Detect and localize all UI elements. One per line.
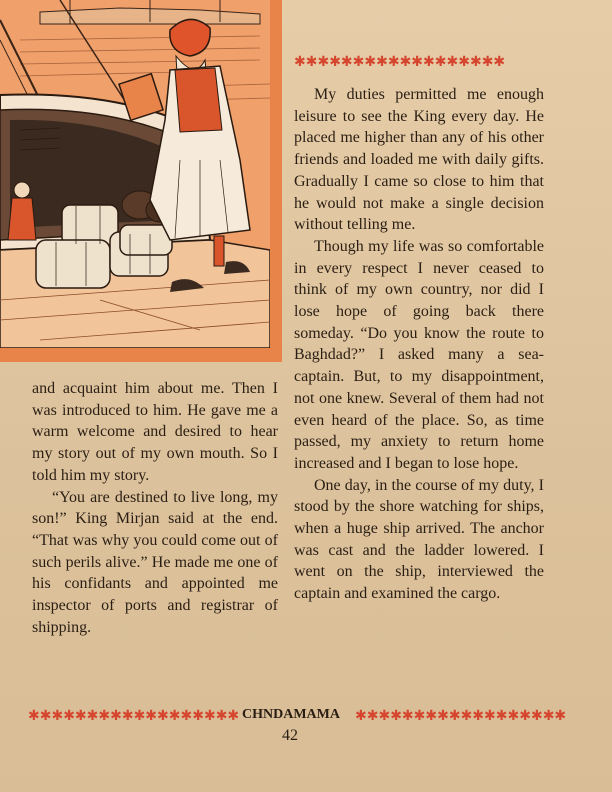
story-illustration (0, 0, 282, 362)
decorative-border-top: ✱✱✱✱✱✱✱✱✱✱✱✱✱✱✱✱✱✱ (294, 54, 506, 70)
paragraph: Though my life was so comfortable in every respect I never ceased to think of my own country, nor did I lose hope of going back there someday. “Do you know the route to Baghdad?” I asked many a sea-captain. But, to my disappointment, not one knew. Several of them had not even heard of the place. So, as time passed, my anxiety to return home increased and I began to lose hope. (294, 237, 544, 472)
page-number: 42 (282, 727, 298, 744)
paragraph: and acquaint him about me. Then I was introduced to him. He gave me a warm welcome and desired to hear my story out of my own mouth. So I told him my story. (32, 380, 278, 484)
ship-scene-drawing (0, 0, 282, 362)
decorative-border-bottom-left: ✱✱✱✱✱✱✱✱✱✱✱✱✱✱✱✱✱✱ (28, 708, 240, 724)
paragraph: My duties permitted me enough leisure to see the King every day. He placed me higher than any of his other friends and loaded me with daily gifts. Gradually I came so close to him that he would not make a single decision without telling me. (294, 86, 544, 234)
decorative-border-bottom-right: ✱✱✱✱✱✱✱✱✱✱✱✱✱✱✱✱✱✱ (355, 708, 567, 724)
right-column (294, 84, 544, 605)
left-column (32, 378, 278, 638)
paragraph: “You are destined to live long, my son!” King Mirjan said at the end. “That was why you could come out of such perils alive.” He made me one of his confidants and appointed me inspector of ports and registrar of shipping. (32, 488, 278, 636)
magazine-title: CHNDAMAMA (242, 707, 340, 722)
paragraph: One day, in the course of my duty, I stood by the shore watching for ships, when a huge ship arrived. The anchor was cast and the ladder lowered. I went on the ship, interviewed the captain and examined the cargo. (294, 476, 544, 603)
